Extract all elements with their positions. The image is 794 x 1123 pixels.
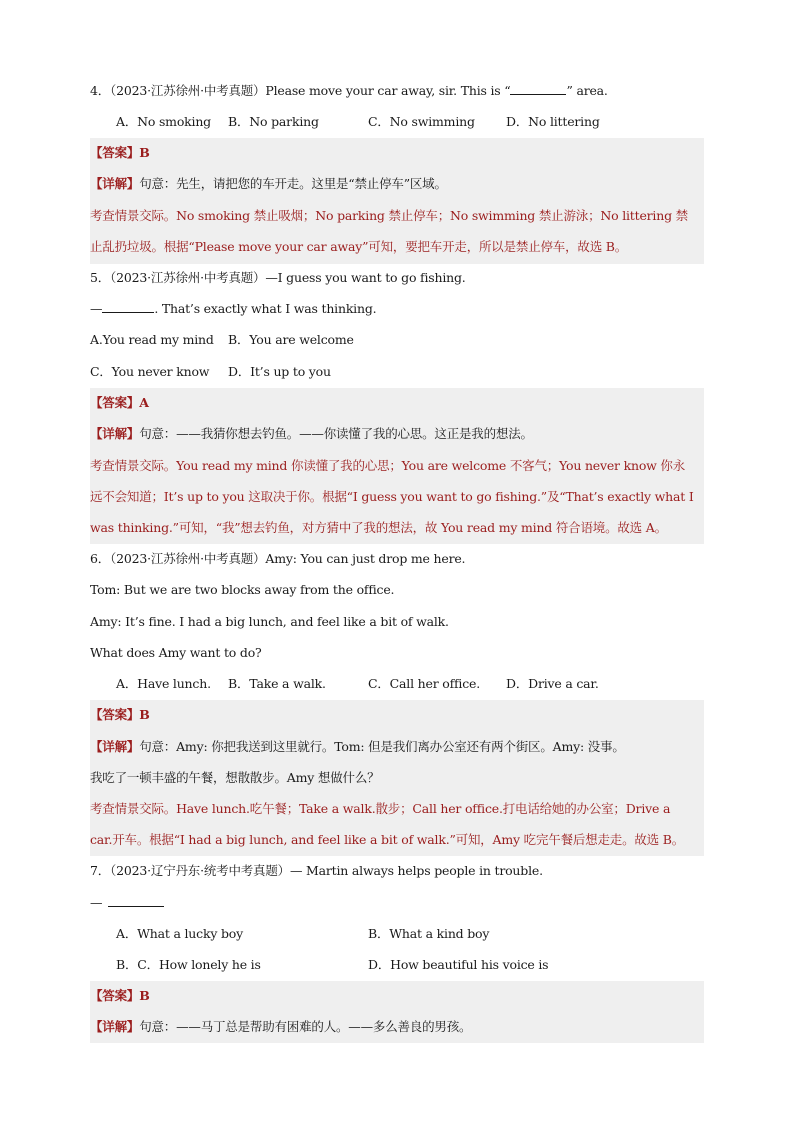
q5-blank <box>102 300 154 313</box>
q5-answer: 【答案】A <box>90 395 149 410</box>
q6-option-c: C．Call her office. <box>368 676 480 691</box>
q7-option-a: A．What a lucky boy <box>116 926 243 941</box>
q5-option-c: C．You never know <box>90 364 210 379</box>
q6-line2: Tom: But we are two blocks away from the office. <box>90 582 395 597</box>
q6-option-d: D．Drive a car. <box>506 676 599 691</box>
q5-option-d: D．It’s up to you <box>228 364 331 379</box>
q7-reply: — <box>90 893 164 913</box>
q4-stem: 4．（2023·江苏徐州·中考真题）Please move your car away, sir. This is “ ” area. <box>90 83 608 98</box>
q6-line3: Amy: It’s fine. I had a big lunch, and feel like a bit of walk. <box>90 614 449 629</box>
q7-option-d: D．How beautiful his voice is <box>368 957 549 972</box>
q4-option-d: D．No littering <box>506 114 600 129</box>
q5-option-b: B．You are welcome <box>228 332 354 347</box>
q5-analysis-line3: was thinking.”可知，“我”想去钓鱼，对方猜中了我的想法，故 You read my mind 符合语境。故选 A。 <box>90 520 667 535</box>
q7-option-c: B．C．How lonely he is <box>116 957 261 972</box>
q7-answer: 【答案】B <box>90 988 150 1003</box>
q5-analysis-line2: 远不会知道；It’s up to you 这取决于你。根据“I guess you want to go fishing.”及“That’s exactly what I <box>90 489 694 504</box>
q6-option-b: B．Take a walk. <box>228 676 326 691</box>
q4-option-b: B．No parking <box>228 114 319 129</box>
q4-option-c: C．No swimming <box>368 114 475 129</box>
q6-analysis-line2: car.开车。根据“I had a big lunch, and feel like a bit of walk.”可知，Amy 吃完午餐后想走走。故选 B。 <box>90 832 685 847</box>
q6-option-a: A．Have lunch. <box>116 676 211 691</box>
q7-option-b: B．What a kind boy <box>368 926 490 941</box>
q5-option-a: A.You read my mind <box>90 332 214 347</box>
q4-explain: 【详解】句意：先生，请把您的车开走。这里是“禁止停车”区域。 <box>90 176 447 191</box>
q5-reply: — . That’s exactly what I was thinking. <box>90 301 377 316</box>
q5-analysis-line1: 考查情景交际。You read my mind 你读懂了我的心思；You are welcome 不客气；You never know 你永 <box>90 458 686 473</box>
q4-analysis-line2: 止乱扔垃圾。根据“Please move your car away”可知，要把车开走，所以是禁止停车，故选 B。 <box>90 239 628 254</box>
q6-analysis-line1: 考查情景交际。Have lunch.吃午餐；Take a walk.散步；Call her office.打电话给她的办公室；Drive a <box>90 801 671 816</box>
q6-stem: 6．（2023·江苏徐州·中考真题）Amy: You can just drop me here. <box>90 551 466 566</box>
q6-explain-line1: 【详解】句意：Amy: 你把我送到这里就行。Tom: 但是我们离办公室还有两个街区。Amy: 没事。 <box>90 739 625 754</box>
q5-stem: 5．（2023·江苏徐州·中考真题）—I guess you want to go fishing. <box>90 270 466 285</box>
q6-answer: 【答案】B <box>90 707 150 722</box>
q4-answer: 【答案】B <box>90 145 150 160</box>
q4-option-a: A．No smoking <box>116 114 211 129</box>
q7-blank <box>108 894 164 907</box>
q7-stem: 7．（2023·辽宁丹东·统考中考真题）— Martin always helps people in trouble. <box>90 863 543 878</box>
q7-explain: 【详解】句意：——马丁总是帮助有困难的人。——多么善良的男孩。 <box>90 1019 472 1034</box>
q5-explain: 【详解】句意：——我猜你想去钓鱼。——你读懂了我的心思。这正是我的想法。 <box>90 426 533 441</box>
q4-analysis-line1: 考查情景交际。No smoking 禁止吸烟；No parking 禁止停车；No swimming 禁止游泳；No littering 禁 <box>90 208 688 223</box>
q6-question: What does Amy want to do? <box>90 645 262 660</box>
q4-blank <box>510 82 566 95</box>
q6-explain-line2: 我吃了一顿丰盛的午餐，想散散步。Amy 想做什么？ <box>90 770 380 785</box>
